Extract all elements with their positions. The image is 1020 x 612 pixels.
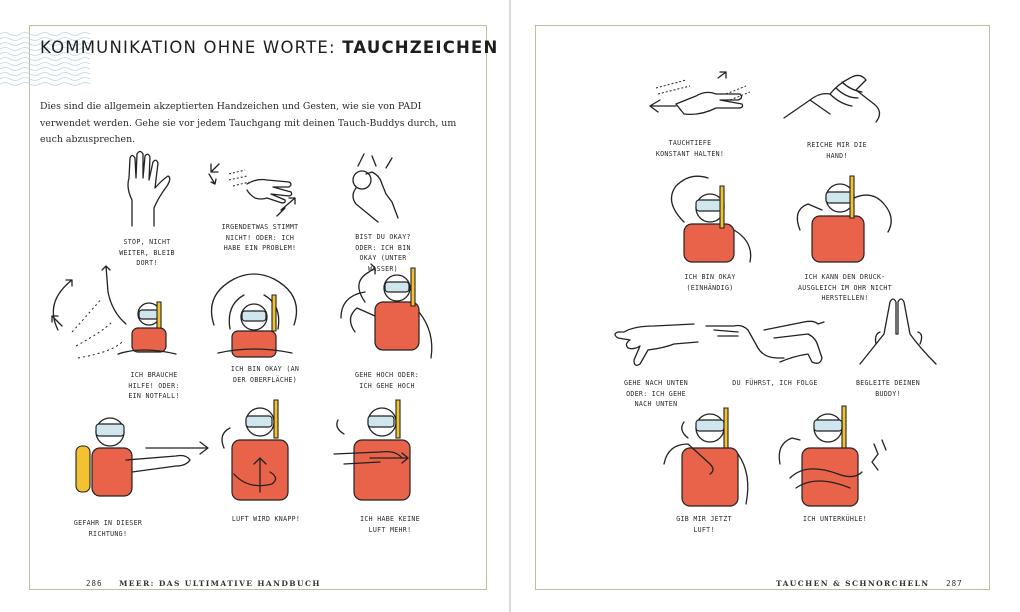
intro-paragraph: Dies sind die allgemein akzeptierten Handzeichen und Gesten, wie sie von PADI verwendet werden. Gehe sie vor jedem Tauchgang mit deinen Tauch-Buddys durch, um euch abzusprechen. bbox=[40, 101, 457, 145]
cold-diver-illustration bbox=[776, 404, 892, 512]
caption-cold: ICH UNTERKÜHLE! bbox=[802, 515, 868, 523]
caption-surface-ok: ICH BIN OKAY (AN DER OBERFLÄCHE) bbox=[230, 365, 300, 384]
caption-go-down: GEHE NACH UNTEN ODER: ICH GEHE NACH UNTEN bbox=[623, 379, 689, 408]
right-running-head: TAUCHEN & SCHNORCHELN bbox=[776, 579, 930, 588]
caption-stop: STOP, NICHT WEITER, BLEIB DORT! bbox=[119, 238, 175, 267]
ok-hand-illustration bbox=[336, 152, 406, 228]
left-page-number: 286 bbox=[86, 579, 103, 588]
help-diver-illustration bbox=[42, 262, 182, 362]
out-of-air-diver-illustration bbox=[330, 398, 430, 510]
caption-hold-depth: TAUCHTIEFE KONSTANT HALTEN! bbox=[655, 139, 725, 158]
caption-take-my-hand: REICHE MIR DIE HAND! bbox=[807, 141, 867, 160]
left-running-head: MEER: DAS ULTIMATIVE HANDBUCH bbox=[119, 579, 321, 588]
caption-out-of-air: ICH HABE KEINE LUFT MEHR! bbox=[360, 515, 420, 534]
ok-one-hand-diver-illustration bbox=[654, 172, 764, 264]
take-my-hand-illustration bbox=[780, 64, 890, 138]
caption-give-me-air: GIB MIR JETZT LUFT! bbox=[676, 515, 732, 534]
stop-hand-illustration bbox=[112, 148, 182, 228]
right-page-number: 287 bbox=[946, 579, 963, 588]
caption-problem: IRGENDETWAS STIMMT NICHT! ODER: ICH HABE EIN PROBLEM! bbox=[221, 223, 299, 252]
caption-buddy-up: BEGLEITE DEINEN BUDDY! bbox=[855, 379, 921, 398]
caption-are-you-ok: BIST DU OKAY? ODER: ICH BIN OKAY (UNTER WASSER) bbox=[355, 233, 411, 273]
left-folio bbox=[82, 579, 325, 588]
right-folio bbox=[772, 579, 967, 588]
buddy-up-hands-illustration bbox=[850, 294, 950, 370]
caption-equalize: ICH KANN DEN DRUCK-AUSGLEICH IM OHR NICHT HERSTELLEN! bbox=[798, 273, 892, 302]
go-down-hand-illustration bbox=[604, 320, 704, 370]
you-lead-hands-illustration bbox=[704, 318, 834, 374]
caption-ok-one-hand: ICH BIN OKAY (EINHÄNDIG) bbox=[684, 273, 736, 292]
caption-low-air: LUFT WIRD KNAPP! bbox=[231, 515, 301, 523]
title-bold: TAUCHZEICHEN bbox=[342, 38, 499, 57]
low-air-diver-illustration bbox=[214, 398, 304, 510]
caption-danger: GEFAHR IN DIESER RICHTUNG! bbox=[73, 519, 143, 538]
danger-direction-diver-illustration bbox=[66, 408, 216, 508]
title-regular: KOMMUNIKATION OHNE WORTE: bbox=[40, 38, 343, 57]
page-title bbox=[40, 38, 499, 57]
go-up-diver-illustration bbox=[335, 262, 445, 362]
surface-ok-diver-illustration bbox=[204, 265, 304, 360]
caption-help: ICH BRAUCHE HILFE! ODER: EIN NOTFALL! bbox=[128, 371, 180, 400]
problem-hand-illustration bbox=[205, 160, 305, 220]
give-me-air-diver-illustration bbox=[658, 404, 758, 512]
hold-depth-hand-illustration bbox=[646, 68, 756, 138]
caption-go-up: GEHE HOCH ODER: ICH GEHE HOCH bbox=[354, 371, 420, 390]
equalize-problem-diver-illustration bbox=[792, 170, 902, 270]
caption-you-lead: DU FÜHRST, ICH FOLGE bbox=[732, 379, 818, 387]
